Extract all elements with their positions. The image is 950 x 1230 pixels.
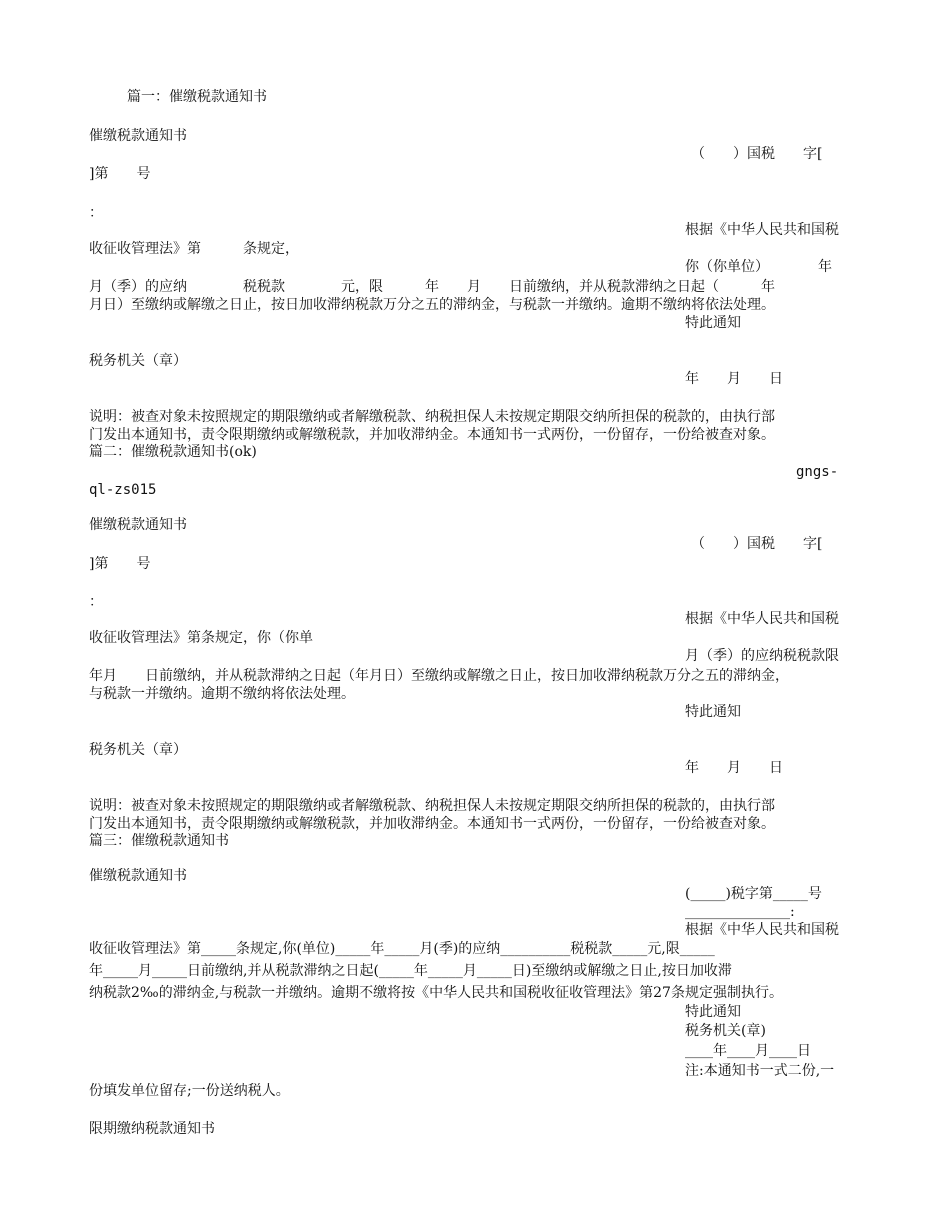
part2-doc-number-cont: ]第 号 bbox=[89, 556, 151, 572]
part2-heading: 篇二：催缴税款通知书(ok) bbox=[89, 444, 257, 460]
part3-special-notice: 特此通知 bbox=[685, 1004, 741, 1020]
part2-body-line3: 与税款一并缴纳。逾期不缴纳将依法处理。 bbox=[89, 686, 355, 702]
part3-basis: 根据《中华人民共和国税 bbox=[685, 922, 839, 938]
part2-body-line2: 年月 日前缴纳，并从税款滞纳之日起（年月日）至缴纳或解缴之日止，按日加收滞纳税款万分之五的滞纳金， bbox=[89, 668, 789, 684]
part2-note-line2: 门发出本通知书，责令限期缴纳或解缴税款，并加收滞纳金。本通知书一式两份，一份留存，一份给被查对象。 bbox=[89, 816, 775, 832]
part2-note-line1: 说明：被查对象未按照规定的期限缴纳或者解缴税款、纳税担保人未按规定期限交纳所担保的税款的，由执行部 bbox=[89, 798, 775, 814]
part2-body-line1: 月（季）的应纳税税款限 bbox=[685, 648, 839, 664]
part1-doc-number: （ ）国税 字[ bbox=[691, 146, 823, 162]
part3-date: ____年____月____日 bbox=[685, 1043, 811, 1059]
part3-title: 催缴税款通知书 bbox=[89, 868, 187, 884]
part2-basis-cont: 收征收管理法》第条规定，你（你单 bbox=[89, 630, 313, 646]
part1-basis: 根据《中华人民共和国税 bbox=[685, 222, 839, 238]
part3-heading: 篇三：催缴税款通知书 bbox=[89, 833, 229, 849]
part3-note-line2: 份填发单位留存;一份送纳税人。 bbox=[89, 1083, 290, 1099]
part1-title: 催缴税款通知书 bbox=[89, 128, 187, 144]
part2-basis: 根据《中华人民共和国税 bbox=[685, 611, 839, 627]
part2-special-notice: 特此通知 bbox=[685, 704, 741, 720]
part1-addressee: ： bbox=[89, 205, 103, 221]
part1-body-line1: 月（季）的应纳 税税款 元，限 年 月 日前缴纳，并从税款滞纳之日起（ 年 bbox=[89, 279, 775, 295]
part3-addressee: _______________: bbox=[685, 904, 795, 920]
part2-date: 年 月 日 bbox=[685, 760, 783, 776]
next-section-title: 限期缴纳税款通知书 bbox=[89, 1121, 215, 1137]
part3-body-line2: 年_____月_____日前缴纳,并从税款滞纳之日起(_____年_____月_____日)至缴纳或解缴之日止,按日加收滞 bbox=[89, 963, 732, 979]
part1-date: 年 月 日 bbox=[685, 371, 783, 387]
part3-authority: 税务机关(章) bbox=[685, 1023, 766, 1039]
part1-heading: 篇一：催缴税款通知书 bbox=[127, 89, 267, 105]
part2-title: 催缴税款通知书 bbox=[89, 517, 187, 533]
part3-doc-number: (_____)税字第_____号 bbox=[685, 886, 822, 902]
part2-authority: 税务机关（章） bbox=[89, 742, 187, 758]
part3-body-line1: 收征收管理法》第_____条规定,你(单位)_____年_____月(季)的应纳__________税税款_____元,限_____ bbox=[89, 941, 715, 957]
part3-note-line1: 注:本通知书一式二份,一 bbox=[685, 1063, 835, 1079]
part1-special-notice: 特此通知 bbox=[685, 315, 741, 331]
part2-code-cont: ql-zs015 bbox=[89, 482, 157, 498]
part1-note-line2: 门发出本通知书，责令限期缴纳或解缴税款，并加收滞纳金。本通知书一式两份，一份留存，一份给被查对象。 bbox=[89, 427, 775, 443]
part1-you: 你（你单位） 年 bbox=[685, 259, 832, 275]
part1-doc-number-cont: ]第 号 bbox=[89, 166, 151, 182]
part2-doc-number: （ ）国税 字[ bbox=[691, 536, 823, 552]
part1-authority: 税务机关（章） bbox=[89, 353, 187, 369]
part1-basis-cont: 收征收管理法》第 条规定， bbox=[89, 241, 299, 257]
part1-note-line1: 说明：被查对象未按照规定的期限缴纳或者解缴税款、纳税担保人未按规定期限交纳所担保的税款的，由执行部 bbox=[89, 409, 775, 425]
part2-addressee: ： bbox=[89, 594, 103, 610]
part2-code: gngs- bbox=[796, 464, 839, 480]
part3-body-line3: 纳税款2‰的滞纳金,与税款一并缴纳。逾期不缴将按《中华人民共和国税收征收管理法》第27条规定强制执行。 bbox=[89, 985, 783, 1001]
part1-body-line2: 月日）至缴纳或解缴之日止，按日加收滞纳税款万分之五的滞纳金，与税款一并缴纳。逾期不缴纳将依法处理。 bbox=[89, 297, 775, 313]
